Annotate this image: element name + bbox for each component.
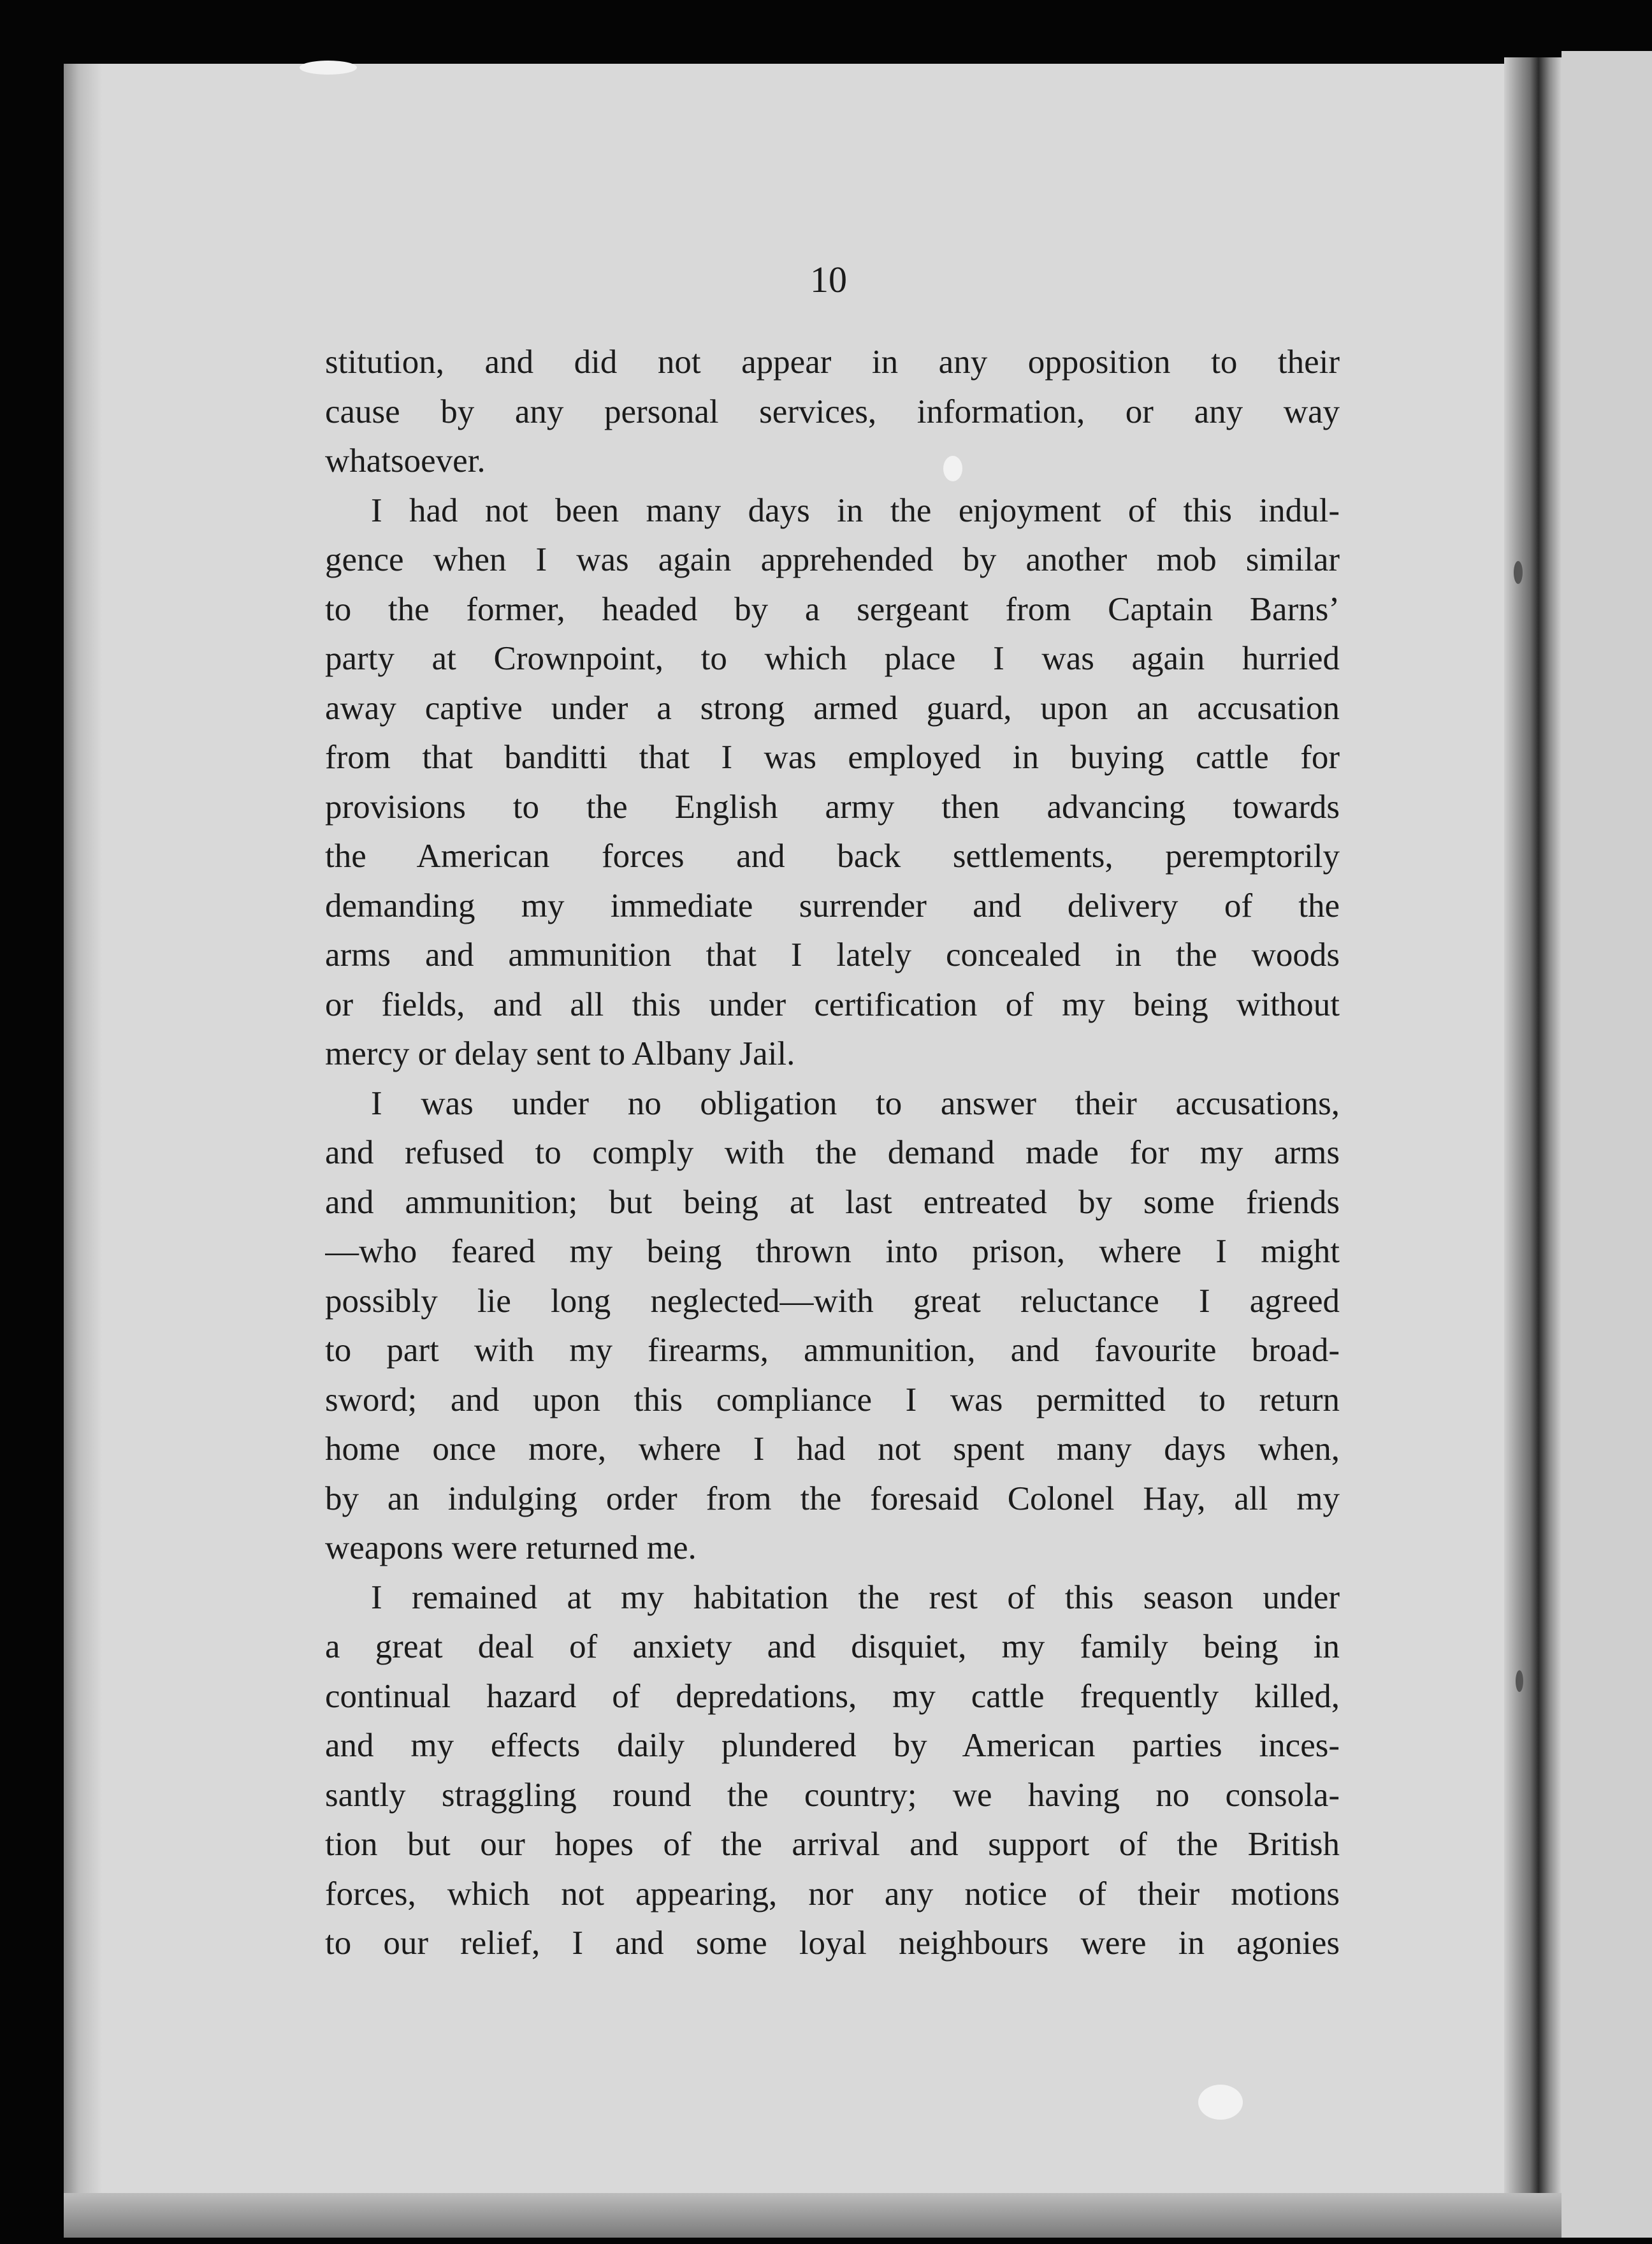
text-line: —who feared my being thrown into prison, where I might bbox=[325, 1233, 1340, 1270]
text-line: I had not been many days in the enjoyment of this indul- bbox=[371, 492, 1340, 529]
page-number: 10 bbox=[810, 259, 847, 300]
text-line: to part with my firearms, ammunition, and favourite broad- bbox=[325, 1332, 1340, 1369]
facing-page-edge bbox=[1561, 51, 1652, 2238]
text-line: continual hazard of depredations, my cattle frequently killed, bbox=[325, 1677, 1340, 1715]
text-line: mercy or delay sent to Albany Jail. bbox=[325, 1035, 795, 1072]
text-line: a great deal of anxiety and disquiet, my family being in bbox=[325, 1628, 1340, 1665]
text-line: and refused to comply with the demand made for my arms bbox=[325, 1134, 1340, 1171]
text-line: sword; and upon this compliance I was permitted to return bbox=[325, 1381, 1340, 1418]
text-line: I remained at my habitation the rest of this season under bbox=[371, 1578, 1340, 1616]
text-line: by an indulging order from the foresaid Colonel Hay, all my bbox=[325, 1480, 1340, 1517]
text-line: arms and ammunition that I lately concealed in the woods bbox=[325, 936, 1340, 973]
text-line: tion but our hopes of the arrival and support of the British bbox=[325, 1826, 1340, 1863]
page-left-edge-shadow bbox=[64, 64, 102, 2234]
text-line: the American forces and back settlements, peremptorily bbox=[325, 838, 1340, 875]
text-line: whatsoever. bbox=[325, 442, 486, 479]
text-line: I was under no obligation to answer their accusations, bbox=[371, 1084, 1340, 1122]
text-line: santly straggling round the country; we having no consola- bbox=[325, 1776, 1340, 1814]
text-line: provisions to the English army then advancing towards bbox=[325, 788, 1340, 826]
body-text bbox=[325, 338, 1340, 1969]
text-line: to the former, headed by a sergeant from Captain Barns’ bbox=[325, 590, 1340, 628]
scan-artifact bbox=[1198, 2085, 1243, 2120]
text-line: forces, which not appearing, nor any notice of their motions bbox=[325, 1875, 1340, 1912]
text-line: and my effects daily plundered by American parties inces- bbox=[325, 1727, 1340, 1764]
text-line: to our relief, I and some loyal neighbours were in agonies bbox=[325, 1925, 1340, 1962]
scan-artifact bbox=[1516, 1670, 1523, 1692]
text-line: weapons were returned me. bbox=[325, 1529, 697, 1566]
scan-artifact bbox=[300, 61, 357, 75]
text-line: from that banditti that I was employed in buying cattle for bbox=[325, 739, 1340, 776]
text-line: gence when I was again apprehended by another mob similar bbox=[325, 541, 1340, 578]
text-line: cause by any personal services, information, or any way bbox=[325, 393, 1340, 430]
page-bottom-edge bbox=[64, 2193, 1561, 2238]
book-gutter-shadow bbox=[1504, 57, 1561, 2238]
text-line: home once more, where I had not spent many days when, bbox=[325, 1431, 1340, 1468]
scan-artifact bbox=[1514, 561, 1523, 584]
text-line: possibly lie long neglected—with great reluctance I agreed bbox=[325, 1282, 1340, 1320]
text-line: stitution, and did not appear in any opposition to their bbox=[325, 344, 1340, 381]
text-line: and ammunition; but being at last entreated by some friends bbox=[325, 1183, 1340, 1221]
text-line: demanding my immediate surrender and delivery of the bbox=[325, 887, 1340, 924]
text-line: party at Crownpoint, to which place I was again hurried bbox=[325, 640, 1340, 677]
text-line: away captive under a strong armed guard, upon an accusation bbox=[325, 689, 1340, 727]
text-line: or fields, and all this under certification of my being without bbox=[325, 986, 1340, 1023]
